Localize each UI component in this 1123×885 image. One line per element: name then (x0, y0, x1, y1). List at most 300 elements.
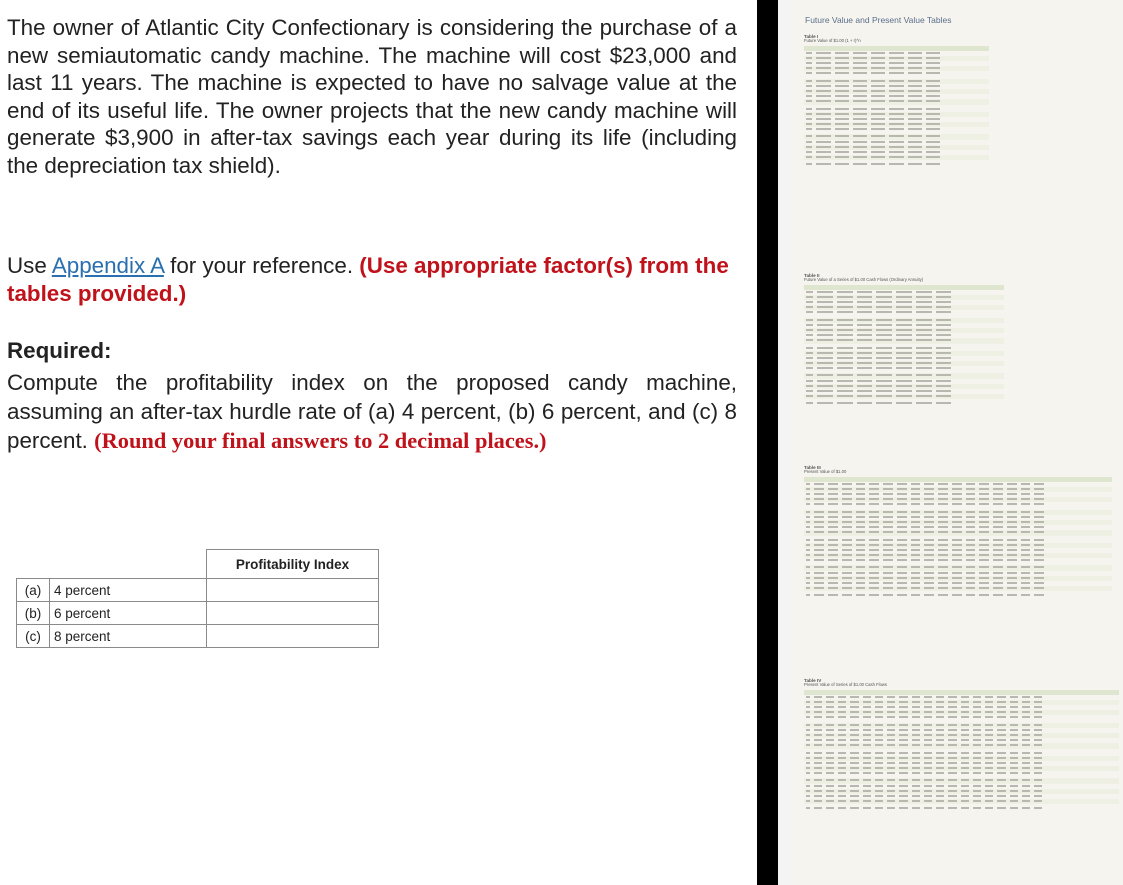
table-cell (997, 729, 1005, 731)
table-cell (806, 352, 813, 354)
table-cell (924, 762, 932, 764)
table-cell (936, 291, 952, 293)
table-cell (837, 306, 853, 308)
answer-input-b[interactable] (207, 602, 379, 625)
table-cell (817, 362, 833, 364)
table-cell (875, 767, 883, 769)
table-cell (1022, 767, 1030, 769)
table-cell (842, 531, 852, 533)
table-cell (875, 724, 883, 726)
table-cell (938, 544, 948, 546)
table-cell (806, 757, 810, 759)
table-cell (838, 790, 846, 792)
table-cell (997, 795, 1005, 797)
table-cell (908, 90, 922, 92)
table-cell (838, 785, 846, 787)
table-cell (1034, 744, 1042, 746)
table-cell (897, 559, 907, 561)
table-cell (869, 577, 879, 579)
table-cell (1010, 734, 1018, 736)
table-cell (926, 90, 940, 92)
table-cell (883, 531, 893, 533)
table-cell (1007, 493, 1017, 495)
table-cell (863, 779, 871, 781)
table-cell (993, 539, 1003, 541)
table-cell (938, 549, 948, 551)
table-cell (912, 711, 920, 713)
table-cell (871, 108, 885, 110)
table-cell (916, 324, 932, 326)
answer-input-a[interactable] (207, 579, 379, 602)
table-cell (857, 306, 873, 308)
table-cell (985, 795, 993, 797)
table-cell (1010, 757, 1018, 759)
table-cell (889, 80, 903, 82)
table-cell (985, 767, 993, 769)
table-cell (899, 744, 907, 746)
table-cell (838, 772, 846, 774)
table-cell (1022, 795, 1030, 797)
table-cell (938, 521, 948, 523)
table-cell (806, 716, 810, 718)
table-cell (924, 539, 934, 541)
table-cell (926, 100, 940, 102)
table-cell (916, 357, 932, 359)
table-cell (826, 807, 834, 809)
table-cell (938, 594, 948, 596)
table-cell (936, 767, 944, 769)
table-cell (876, 352, 892, 354)
table-cell (1022, 762, 1030, 764)
table-cell (936, 711, 944, 713)
table-cell (993, 594, 1003, 596)
table-cell (896, 367, 912, 369)
table-cell (806, 334, 813, 336)
table-cell (871, 146, 885, 148)
table-cell (887, 790, 895, 792)
table-cell (856, 549, 866, 551)
table-cell (817, 324, 833, 326)
table-cell (838, 752, 846, 754)
table-cell (814, 511, 824, 513)
table-cell (875, 790, 883, 792)
table-row (804, 366, 1004, 371)
table-cell (814, 767, 822, 769)
table-cell (826, 701, 834, 703)
table-cell (806, 498, 810, 500)
table-cell (936, 362, 952, 364)
table-cell (814, 772, 822, 774)
table-cell (887, 729, 895, 731)
table-cell (1022, 800, 1030, 802)
table-cell (896, 291, 912, 293)
table-cell (806, 711, 810, 713)
table-cell (1034, 729, 1042, 731)
table-cell (966, 483, 976, 485)
table-cell (869, 587, 879, 589)
table-cell (938, 498, 948, 500)
table-cell (837, 385, 853, 387)
table-cell (924, 483, 934, 485)
table-cell (806, 113, 812, 115)
table-cell (826, 706, 834, 708)
table-cell (993, 587, 1003, 589)
table-cell (997, 734, 1005, 736)
table-cell (857, 311, 873, 313)
table-cell (887, 724, 895, 726)
table-cell (1022, 724, 1030, 726)
table-cell (985, 800, 993, 802)
table-cell (817, 301, 833, 303)
table-cell (869, 526, 879, 528)
table-cell (908, 141, 922, 143)
table-cell (899, 739, 907, 741)
table-cell (979, 566, 989, 568)
table-cell (828, 511, 838, 513)
table-cell (806, 402, 813, 404)
table-cell (875, 744, 883, 746)
table-cell (961, 724, 969, 726)
table-cell (952, 503, 962, 505)
table-cell (806, 729, 810, 731)
table-cell (887, 716, 895, 718)
table-cell (869, 498, 879, 500)
table-cell (806, 85, 812, 87)
table-cell (924, 511, 934, 513)
table-cell (826, 800, 834, 802)
table-cell (853, 52, 867, 54)
table-cell (871, 80, 885, 82)
table-cell (856, 572, 866, 574)
table-cell (993, 531, 1003, 533)
table-cell (1010, 800, 1018, 802)
table-row (804, 743, 1119, 748)
answer-input-c[interactable] (207, 625, 379, 648)
table-cell (826, 711, 834, 713)
table-cell (869, 488, 879, 490)
table-cell (889, 85, 903, 87)
table-cell (887, 711, 895, 713)
table-cell (814, 711, 822, 713)
table-cell (1022, 779, 1030, 781)
table-cell (1034, 483, 1044, 485)
table-cell (842, 516, 852, 518)
table-cell (938, 511, 948, 513)
table-cell (806, 762, 810, 764)
table-cell (853, 100, 867, 102)
table-cell (875, 772, 883, 774)
table-cell (936, 367, 952, 369)
table-cell (952, 559, 962, 561)
table-cell (876, 362, 892, 364)
table-cell (899, 701, 907, 703)
table-cell (973, 800, 981, 802)
table-cell (826, 734, 834, 736)
table-cell (961, 744, 969, 746)
table-cell (875, 711, 883, 713)
table-cell (916, 301, 932, 303)
table-cell (948, 739, 956, 741)
table-cell (938, 566, 948, 568)
table-cell (926, 108, 940, 110)
table-cell (961, 795, 969, 797)
table-cell (993, 554, 1003, 556)
table-cell (985, 757, 993, 759)
table-cell (883, 549, 893, 551)
table-cell (889, 128, 903, 130)
table-cell (908, 146, 922, 148)
table-cell (924, 587, 934, 589)
table-cell (806, 800, 810, 802)
table-cell (876, 357, 892, 359)
table-cell (1007, 544, 1017, 546)
table-cell (936, 311, 952, 313)
table-cell (835, 156, 849, 158)
table-cell (806, 807, 810, 809)
table-cell (814, 800, 822, 802)
table-cell (875, 800, 883, 802)
table-cell (912, 752, 920, 754)
table-cell (985, 701, 993, 703)
table-cell (856, 493, 866, 495)
table-cell (806, 374, 813, 376)
answer-header: Profitability Index (207, 550, 379, 579)
table-cell (912, 772, 920, 774)
table-cell (973, 762, 981, 764)
table-cell (1007, 539, 1017, 541)
table-cell (875, 739, 883, 741)
table-cell (948, 800, 956, 802)
table-cell (924, 516, 934, 518)
table-cell (816, 67, 830, 69)
table-cell (817, 357, 833, 359)
table-cell (985, 752, 993, 754)
table-cell (850, 779, 858, 781)
table-cell (1034, 739, 1042, 741)
table-cell (966, 554, 976, 556)
table-cell (979, 503, 989, 505)
table-cell (899, 790, 907, 792)
table-cell (806, 577, 810, 579)
table-cell (806, 319, 813, 321)
table-cell (936, 319, 952, 321)
table-cell (806, 488, 810, 490)
table-cell (826, 744, 834, 746)
table-cell (912, 757, 920, 759)
table-cell (814, 744, 822, 746)
table-cell (979, 511, 989, 513)
table-cell (889, 151, 903, 153)
table-cell (966, 594, 976, 596)
table-cell (869, 566, 879, 568)
table-cell (863, 800, 871, 802)
table-cell (997, 779, 1005, 781)
table-cell (1034, 511, 1044, 513)
table-cell (912, 785, 920, 787)
table-cell (966, 559, 976, 561)
table-cell (883, 566, 893, 568)
table-cell (952, 566, 962, 568)
table-cell (1022, 716, 1030, 718)
table-4 (804, 678, 1119, 812)
table-cell (993, 483, 1003, 485)
table-cell (856, 566, 866, 568)
table-cell (838, 807, 846, 809)
table-cell (838, 762, 846, 764)
table-cell (875, 752, 883, 754)
table-cell (952, 544, 962, 546)
table-cell (838, 706, 846, 708)
table-cell (814, 594, 824, 596)
table-cell (883, 493, 893, 495)
table-cell (826, 762, 834, 764)
table-cell (924, 572, 934, 574)
table-cell (850, 711, 858, 713)
table-row (804, 394, 1004, 399)
table-cell (826, 779, 834, 781)
table-cell (1007, 566, 1017, 568)
table-cell (993, 572, 1003, 574)
table-cell (817, 291, 833, 293)
table-cell (912, 706, 920, 708)
table-cell (997, 807, 1005, 809)
table-cell (883, 594, 893, 596)
table-cell (856, 531, 866, 533)
table-cell (814, 779, 822, 781)
table-cell (883, 572, 893, 574)
table-cell (938, 503, 948, 505)
table-cell (948, 807, 956, 809)
table-cell (857, 380, 873, 382)
table-cell (889, 57, 903, 59)
table-cell (835, 52, 849, 54)
table-cell (806, 128, 812, 130)
table-cell (936, 762, 944, 764)
table-cell (853, 163, 867, 165)
table-cell (863, 757, 871, 759)
table-cell (938, 483, 948, 485)
table-cell (889, 67, 903, 69)
table-cell (924, 790, 932, 792)
table-cell (948, 790, 956, 792)
table-cell (948, 706, 956, 708)
table-cell (828, 582, 838, 584)
table-cell (806, 108, 812, 110)
row-label: (b) (17, 602, 50, 625)
table-cell (816, 95, 830, 97)
table-grid (804, 46, 989, 168)
table-cell (816, 62, 830, 64)
table-cell (871, 151, 885, 153)
table-cell (857, 324, 873, 326)
table-cell (936, 402, 952, 404)
table-cell (952, 521, 962, 523)
table-cell (916, 296, 932, 298)
table-cell (889, 141, 903, 143)
table-cell (938, 582, 948, 584)
table-cell (1034, 772, 1042, 774)
table-row (804, 530, 1112, 535)
table-cell (993, 577, 1003, 579)
table-cell (838, 729, 846, 731)
table-cell (1034, 544, 1044, 546)
table-cell (850, 807, 858, 809)
table-cell (816, 108, 830, 110)
table-cell (838, 800, 846, 802)
table-cell (1010, 790, 1018, 792)
table-cell (826, 716, 834, 718)
table-cell (1034, 734, 1042, 736)
table-cell (856, 594, 866, 596)
answer-row-c (17, 625, 379, 648)
table-cell (814, 734, 822, 736)
table-cell (876, 402, 892, 404)
table-cell (817, 334, 833, 336)
table-cell (979, 539, 989, 541)
table-cell (926, 118, 940, 120)
table-cell (863, 739, 871, 741)
table-cell (1007, 516, 1017, 518)
table-cell (814, 739, 822, 741)
table-cell (889, 72, 903, 74)
table-cell (883, 498, 893, 500)
table-row (804, 338, 1004, 343)
table-cell (924, 488, 934, 490)
table-row (804, 401, 1004, 406)
table-cell (863, 734, 871, 736)
row-text: 8 percent (50, 625, 207, 648)
table-cell (1034, 795, 1042, 797)
table-cell (993, 511, 1003, 513)
table-cell (817, 296, 833, 298)
table-cell (896, 301, 912, 303)
table-row (804, 771, 1119, 776)
table-cell (966, 572, 976, 574)
table-cell (871, 90, 885, 92)
problem-text: The owner of Atlantic City Confectionary is considering the purchase of a new semiautomatic candy machine. The machine will cost $23,000 and last 11 years. The machine is expected to have no salvage value at the end of its useful life. The owner projects that the new candy machine will generate $3,900 in after-tax savings each year during its life (including the depreciation tax shield). (7, 15, 737, 178)
table-cell (826, 724, 834, 726)
table-cell (856, 498, 866, 500)
required-body: Compute the profitability index on the proposed candy machine, assuming an after-tax hurdle rate of (a) 4 percent, (b) 6 percent, and (c) 8 percent. (7, 370, 737, 453)
table-cell (926, 151, 940, 153)
table-cell (952, 572, 962, 574)
table-cell (871, 113, 885, 115)
table-cell (1007, 559, 1017, 561)
table-cell (835, 135, 849, 137)
table-cell (916, 319, 932, 321)
table-cell (856, 511, 866, 513)
table-row (804, 593, 1112, 598)
table-cell (938, 488, 948, 490)
table-cell (876, 374, 892, 376)
table-cell (887, 701, 895, 703)
table-cell (1010, 779, 1018, 781)
table-cell (863, 711, 871, 713)
appendix-panel[interactable] (792, 0, 1123, 885)
table-cell (979, 516, 989, 518)
table-cell (908, 108, 922, 110)
table-cell (908, 163, 922, 165)
table-cell (1010, 696, 1018, 698)
appendix-a-link[interactable]: Appendix A (51, 253, 164, 278)
table-cell (814, 587, 824, 589)
table-cell (842, 488, 852, 490)
table-cell (979, 531, 989, 533)
table-cell (1007, 521, 1017, 523)
table-cell (966, 516, 976, 518)
table-cell (887, 734, 895, 736)
table-cell (896, 334, 912, 336)
